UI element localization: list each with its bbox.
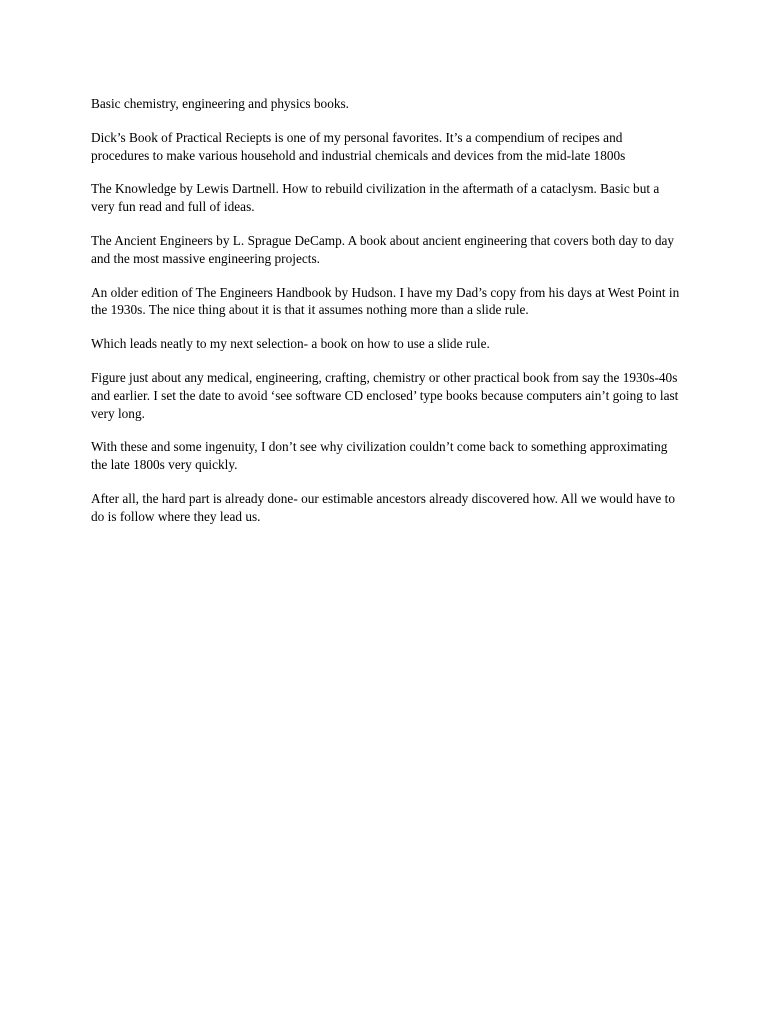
- paragraph-the-knowledge: The Knowledge by Lewis Dartnell. How to rebuild civilization in the aftermath of a cataclysm. Basic but a very fun read and full of ideas.: [91, 181, 660, 215]
- paragraph-conclusion: After all, the hard part is already done- our estimable ancestors already discovered how. All we would have to do is follow where they lead us.: [91, 490, 675, 524]
- paragraph-ingenuity: With these and some ingenuity, I don’t see why civilization couldn’t come back to something approximating the late 1800s very quickly.: [91, 439, 668, 473]
- paragraph-engineers-handbook: An older edition of The Engineers Handbook by Hudson. I have my Dad’s copy from his days at West Point in the 1930s. The nice thing about it is that it assumes nothing more than a slide rule.: [91, 284, 680, 318]
- paragraph-dicks-book: Dick’s Book of Practical Reciepts is one of my personal favorites. It’s a compendium of recipes and procedures to make various household and industrial chemicals and devices from the mid-late 1800s: [91, 129, 626, 163]
- paragraph-slide-rule: Which leads neatly to my next selection- a book on how to use a slide rule.: [91, 336, 490, 352]
- document-body: [91, 95, 681, 542]
- paragraph-ancient-engineers: The Ancient Engineers by L. Sprague DeCamp. A book about ancient engineering that covers both day to day and the most massive engineering projects.: [91, 232, 675, 266]
- paragraph-practical-books: Figure just about any medical, engineering, crafting, chemistry or other practical book from say the 1930s-40s and earlier. I set the date to avoid ‘see software CD enclosed’ type books because computers ain’t going to last very long.: [91, 369, 679, 421]
- paragraph-intro: Basic chemistry, engineering and physics books.: [91, 96, 350, 111]
